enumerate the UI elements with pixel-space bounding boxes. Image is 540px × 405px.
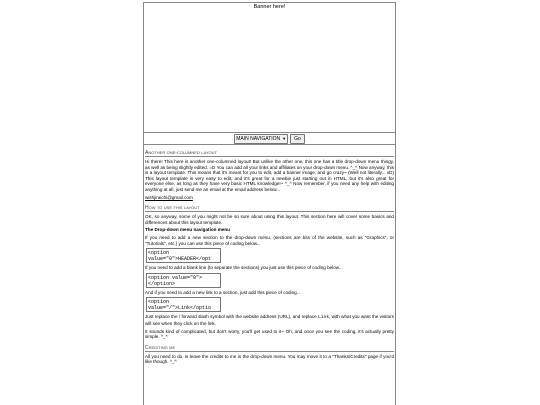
main-navigation-dropdown[interactable]	[234, 134, 288, 144]
howto-paragraph: OK, so anyway, some of you might not be so sure about using this layout. This section here will cover some basics and differences about this layout template.	[145, 214, 394, 225]
link-keyword: Link	[318, 315, 330, 321]
dropdown-menu-subheading: The Drop-down menu navigation menu	[145, 227, 230, 233]
replace-paragraph	[145, 314, 394, 326]
main-content	[144, 150, 395, 365]
intro-paragraph: Hi there! This here is another one-columned layout! But unlike the other one, this one has a title drop-down menu thingy, as well as being slightly edited. =D You can add all your links and affiliates on your drop-down menu. ^_^ Now anyway, this is a layout template. This means that it's meant for you to edit, add a banner image, and go crazy~ (Well not literally... xD) This layout template is very easy to edit, and it's great for a newbie just starting out in HTML, but it's also great for everyone else, as long as they have very basic HTML knowledge!~ ^_^ Now remember, if you need any help with editing anything at all, just send me an email at the email address below...	[145, 159, 394, 192]
replace-text-b: , with what you want the visitors will see when they click on the link.	[145, 314, 394, 326]
add-link-paragraph: And if you need to add a new link to a section, just add this piece of coding...	[145, 289, 301, 295]
code-textarea-blank[interactable]: <option value="0"> </option>	[146, 273, 221, 288]
banner-area	[144, 3, 395, 133]
replace-text-a: Just replace the / forward slash symbol with the website address (URL), and replace	[145, 314, 319, 320]
dropdown-selected-value: MAIN NAVIGATION	[236, 135, 281, 142]
go-button[interactable]: Go	[290, 134, 305, 144]
section-title-how-to-use: How to use this layout	[145, 205, 394, 212]
blank-line-paragraph: If you need to add a blank line (to separate the sections) you just use this piece of coding below...	[145, 265, 343, 271]
navigation-bar	[144, 133, 395, 145]
code-textarea-link[interactable]: <option value="/">Link</optio	[146, 297, 221, 312]
add-section-paragraph: If you need to add a new section to the drop-down menu, (sections are bits of the website, such as "Graphics", or "Tutorials", etc.) you can use this piece of coding below...	[145, 234, 394, 246]
email-link[interactable]: wishjiraichi@gmail.com	[145, 194, 193, 200]
section-title-crediting: Crediting me	[145, 345, 394, 352]
banner-text: Banner here!	[253, 4, 286, 10]
code-textarea-header[interactable]: <option value="0">HEADER</opt	[146, 248, 221, 263]
complicated-paragraph: It sounds kind of complicated, but don't worry, you'll get used to it~ Oh, and once you see the coding, it's actually pretty simple. ^_^	[145, 328, 394, 340]
layout-container	[143, 2, 396, 405]
crediting-paragraph: All you need to do, is leave the credits to me in the drop-down menu. You may move it to a "Thanks/Credits" page if you'd like though. ^_^	[145, 353, 394, 365]
section-title-another-layout: Another one-columned layout	[145, 150, 394, 157]
chevron-down-icon: ▼	[282, 136, 287, 141]
